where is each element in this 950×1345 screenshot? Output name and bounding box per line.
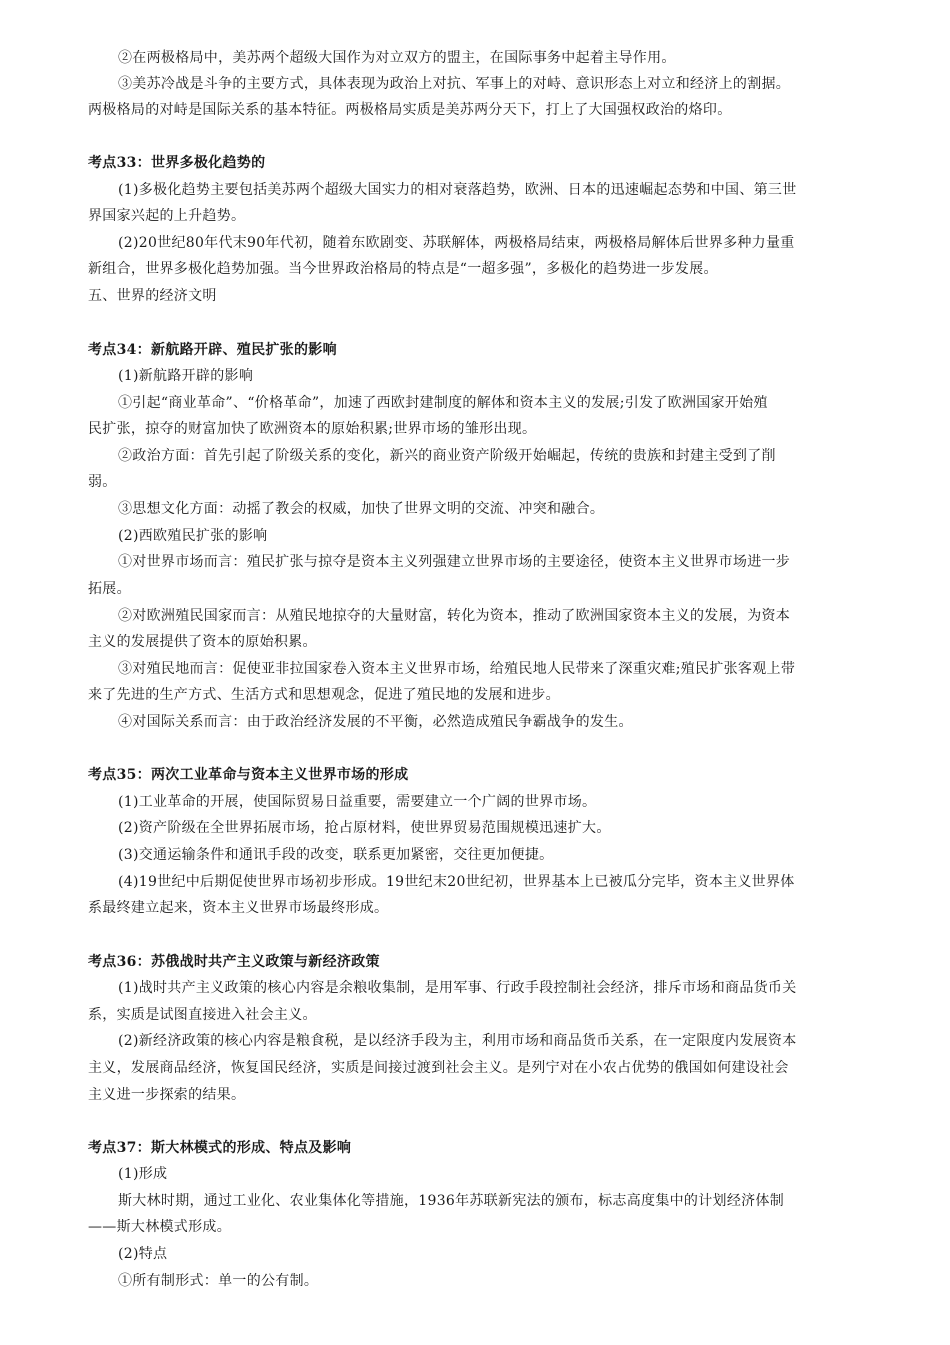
section-heading-36: 考点36：苏俄战时共产主义政策与新经济政策 [88,954,380,970]
paragraph-line: ③对殖民地而言：促使亚非拉国家卷入资本主义世界市场，给殖民地人民带来了深重灾难;殖民扩张客观上带 [118,661,796,677]
paragraph-line: ①引起“商业革命”、“价格革命”，加速了西欧封建制度的解体和资本主义的发展;引发了欧洲国家开始殖 [118,395,768,411]
paragraph-line: (1)形成 [118,1166,168,1182]
paragraph-line: (2)资产阶级在全世界拓展市场，抢占原材料，使世界贸易范围规模迅速扩大。 [118,820,611,836]
paragraph-line: 系最终建立起来，资本主义世界市场最终形成。 [88,900,389,916]
paragraph-line: 主义，发展商品经济，恢复国民经济，实质是间接过渡到社会主义。是列宁对在小农占优势的俄国如何建设社会 [88,1060,789,1076]
paragraph-line: (1)工业革命的开展，使国际贸易日益重要，需要建立一个广阔的世界市场。 [118,794,597,810]
paragraph-line: (2)20世纪80年代末90年代初，随着东欧剧变、苏联解体，两极格局结束，两极格局解体后世界多种力量重 [118,235,795,251]
paragraph-line: ——斯大林模式形成。 [88,1219,231,1235]
paragraph-line: ②在两极格局中，美苏两个超级大国作为对立双方的盟主，在国际事务中起着主导作用。 [118,50,676,66]
paragraph-line: 两极格局的对峙是国际关系的基本特征。两极格局实质是美苏两分天下，打上了大国强权政治的烙印。 [88,102,732,118]
paragraph-line: ②对欧洲殖民国家而言：从殖民地掠夺的大量财富，转化为资本，推动了欧洲国家资本主义的发展，为资本 [118,608,791,624]
paragraph-line: 斯大林时期，通过工业化、农业集体化等措施，1936年苏联新宪法的颁布，标志高度集中的计划经济体制 [118,1193,785,1209]
section-heading-33: 考点33：世界多极化趋势的 [88,155,266,171]
chapter-heading: 五、世界的经济文明 [88,288,217,304]
section-heading-35: 考点35：两次工业革命与资本主义世界市场的形成 [88,767,409,783]
paragraph-line: 系，实质是试图直接进入社会主义。 [88,1007,317,1023]
paragraph-line: 民扩张，掠夺的财富加快了欧洲资本的原始积累;世界市场的雏形出现。 [88,421,537,437]
paragraph-line: (1)多极化趋势主要包括美苏两个超级大国实力的相对衰落趋势，欧洲、日本的迅速崛起态势和中国、第三世 [118,182,797,198]
paragraph-line: 拓展。 [88,581,131,597]
paragraph-line: 弱。 [88,474,117,490]
paragraph-line: (2)新经济政策的核心内容是粮食税，是以经济手段为主，利用市场和商品货币关系，在一定限度内发展资本 [118,1033,797,1049]
paragraph-line: ①所有制形式：单一的公有制。 [118,1273,319,1289]
paragraph-line: ②政治方面：首先引起了阶级关系的变化，新兴的商业资产阶级开始崛起，传统的贵族和封建主受到了削 [118,448,776,464]
paragraph-line: (2)特点 [118,1246,168,1262]
paragraph-line: 新组合，世界多极化趋势加强。当今世界政治格局的特点是“一超多强”，多极化的趋势进一步发展。 [88,261,718,277]
paragraph-line: 来了先进的生产方式、生活方式和思想观念，促进了殖民地的发展和进步。 [88,687,560,703]
paragraph-line: ③思想文化方面：动摇了教会的权威，加快了世界文明的交流、冲突和融合。 [118,501,605,517]
paragraph-line: ④对国际关系而言：由于政治经济发展的不平衡，必然造成殖民争霸战争的发生。 [118,714,633,730]
paragraph-line: (1)新航路开辟的影响 [118,368,254,384]
section-heading-37: 考点37：斯大林模式的形成、特点及影响 [88,1140,352,1156]
paragraph-line: 主义的发展提供了资本的原始积累。 [88,634,317,650]
paragraph-line: (4)19世纪中后期促使世界市场初步形成。19世纪末20世纪初，世界基本上已被瓜分完毕，资本主义世界体 [118,874,795,890]
paragraph-line: (2)西欧殖民扩张的影响 [118,528,268,544]
paragraph-line: ③美苏冷战是斗争的主要方式，具体表现为政治上对抗、军事上的对峙、意识形态上对立和经济上的割据。 [118,76,791,92]
section-heading-34: 考点34：新航路开辟、殖民扩张的影响 [88,342,337,358]
paragraph-line: 主义进一步探索的结果。 [88,1087,246,1103]
paragraph-line: ①对世界市场而言：殖民扩张与掠夺是资本主义列强建立世界市场的主要途径，使资本主义世界市场进一步 [118,554,791,570]
paragraph-line: (3)交通运输条件和通讯手段的改变，联系更加紧密，交往更加便捷。 [118,847,554,863]
paragraph-line: 界国家兴起的上升趋势。 [88,208,246,224]
paragraph-line: (1)战时共产主义政策的核心内容是余粮收集制，是用军事、行政手段控制社会经济，排斥市场和商品货币关 [118,980,797,996]
